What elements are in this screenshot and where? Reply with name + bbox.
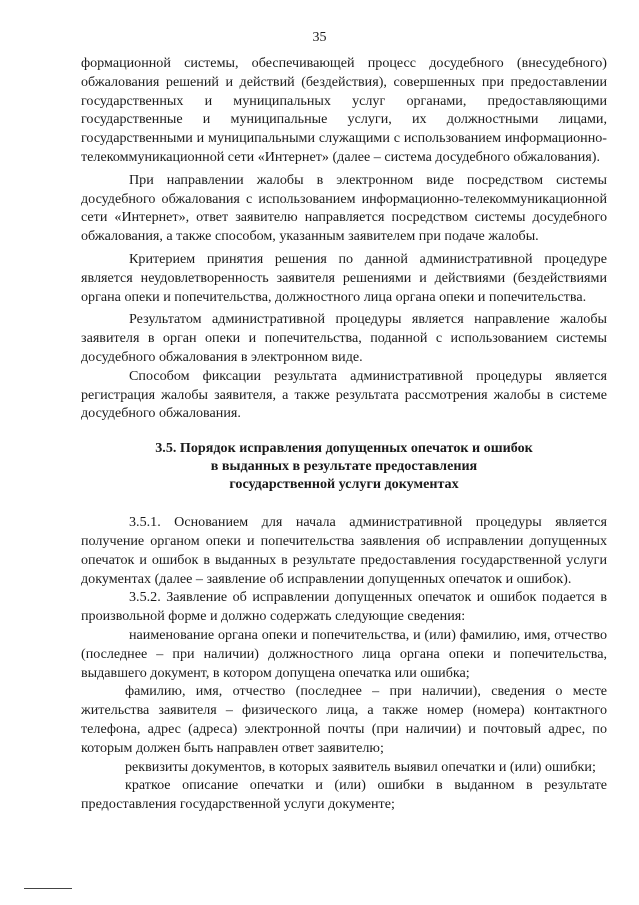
paragraph-decision-criterion: Критерием принятия решения по данной административной процедуре является неудовлетворенность заявителя решениями и действиями (бездействиями органа опеки и попечительства, должностного лица органа опеки и попечительства. [81,250,607,305]
document-body [81,54,607,814]
section-heading-line: в выданных в результате предоставления [210,458,478,475]
paragraph-continuation: формационной системы, обеспечивающей процесс досудебного (внесудебного) обжалования решений и действий (бездействия), совершенных при предоставлении государственных и муниципальных услуг органами, предоставляющими государственные и муниципальные услуги, их должностными лицами, государственными и муниципальными служащими с использованием информационно-телекоммуникационной сети «Интернет» (далее – система досудебного обжалования). [81,55,607,165]
section-heading-line: 3.5. Порядок исправления допущенных опечаток и ошибок [155,440,533,457]
list-item-document-details: реквизиты документов, в которых заявитель выявил опечатки и (или) ошибки; [125,758,596,775]
list-item-authority-name: наименование органа опеки и попечительства, и (или) фамилию, имя, отчество (последнее – при наличии) должностного лица органа опеки и попечительства, выдавшего документ, в котором допущена опечатка или ошибка; [81,626,607,681]
list-item-error-description: краткое описание опечатки и (или) ошибки в выданном в результате предоставления государственной услуги документе; [81,777,607,813]
paragraph-electronic-complaint: При направлении жалобы в электронном виде посредством системы досудебного обжалования с использованием информационно-телекоммуникационной сети «Интернет», ответ заявителю направляется посредством системы досудебного обжалования, а также способом, указанным заявителем при подаче жалобы. [81,171,607,245]
paragraph-3-5-1: 3.5.1. Основанием для начала административной процедуры является получение органом опеки и попечительства заявления об исправлении допущенных опечаток и ошибок в выданных в результате предоставления государственной услуги документах (далее – заявление об исправлении допущенных опечаток и ошибок). [81,514,607,587]
footer-divider [24,888,72,889]
paragraph-procedure-result: Результатом административной процедуры является направление жалобы заявителя в орган опеки и попечительства, поданной с использованием системы досудебного обжалования в электронном виде. [81,311,607,365]
paragraph-fixation-method: Способом фиксации результата административной процедуры является регистрация жалобы заявителя, а также результата рассмотрения жалобы в системе досудебного обжалования. [81,367,607,422]
page-number: 35 [312,30,327,45]
paragraph-3-5-2: 3.5.2. Заявление об исправлении допущенных опечаток и ошибок подается в произвольной форме и должно содержать следующие сведения: [81,589,607,625]
section-heading-line: государственной услуги документах [229,476,459,493]
list-item-applicant-details: фамилию, имя, отчество (последнее – при наличии), сведения о месте жительства заявителя – физического лица, а также номер (номера) контактного телефона, адрес (адреса) электронной почты (при наличии) и почтовый адрес, по которым должен быть направлен ответ заявителю; [81,683,607,756]
section-heading [81,439,607,493]
